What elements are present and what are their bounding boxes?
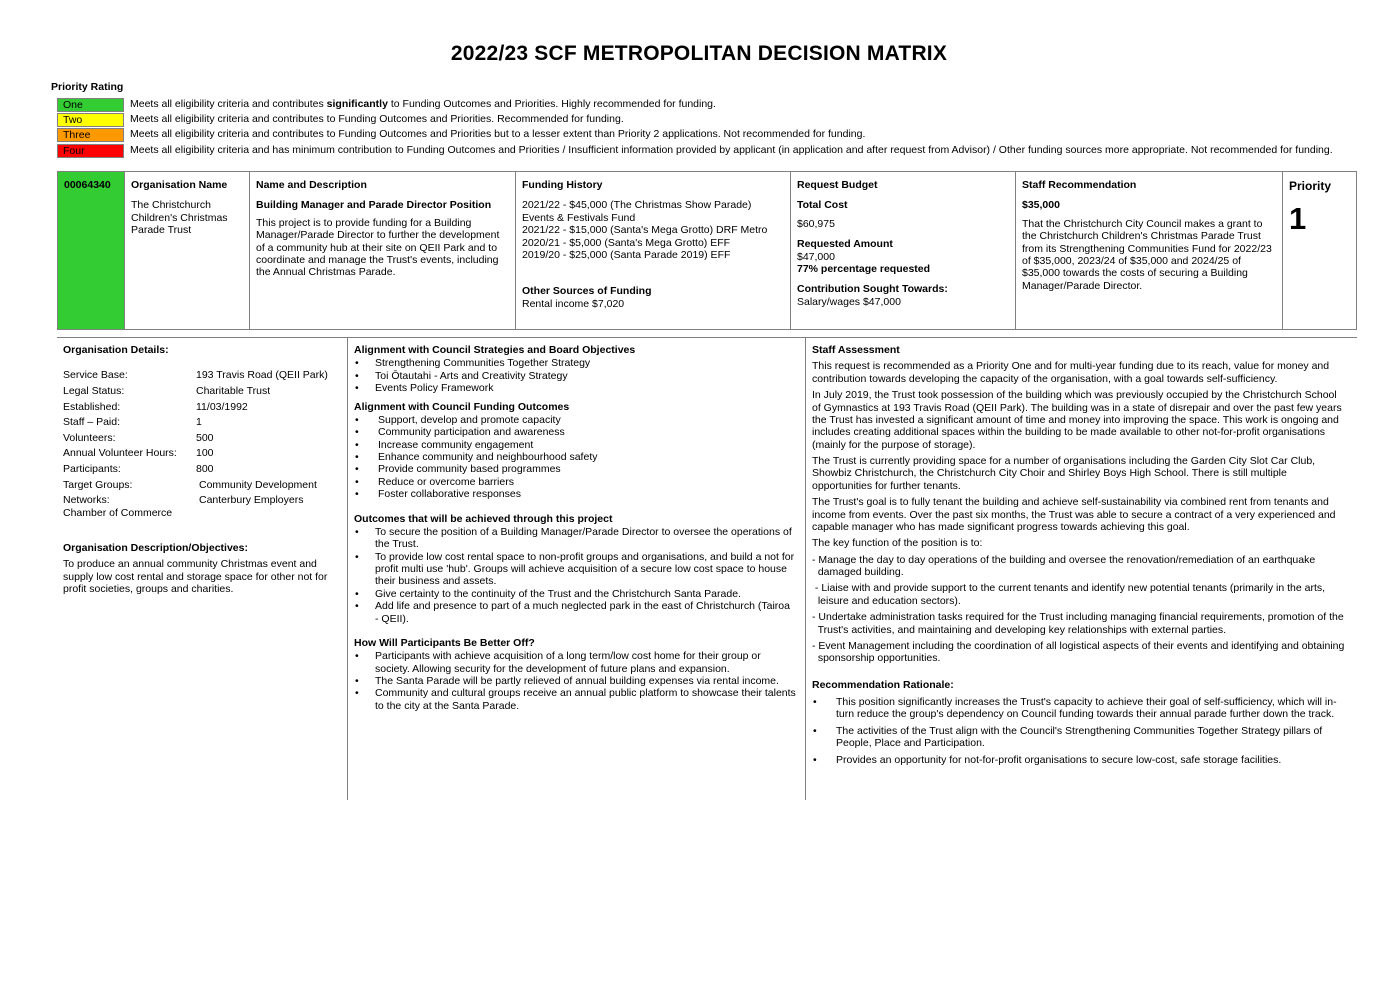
staff-assessment-title: Staff Assessment — [812, 344, 900, 356]
assessment-paragraph — [812, 611, 1357, 636]
assessment-line: - Event Management including the coordination of all logistical aspects of their events and identifying and obtaining — [812, 639, 1345, 652]
priority-chip: One — [57, 98, 124, 112]
priority-cell — [1283, 172, 1356, 329]
bullet-item — [812, 696, 1357, 721]
requested-amount-label: Requested Amount — [797, 238, 893, 251]
organisation-name-line: Parade Trust — [131, 224, 192, 237]
bullet-item: • Strengthening Communities Together Strategy — [354, 357, 802, 369]
recommendation-line: from its Strengthening Communities Fund for 2022/23 — [1022, 242, 1272, 255]
funding-history-line: 2021/22 - $15,000 (Santa's Mega Grotto) DRF Metro — [522, 224, 768, 237]
detail-row — [63, 369, 341, 385]
organisation-description-line: profit societies, groups and charities. — [63, 583, 234, 596]
organisation-name-line: The Christchurch — [131, 199, 211, 212]
better-off-title: How Will Participants Be Better Off? — [354, 636, 535, 649]
contribution-label: Contribution Sought Towards: — [797, 283, 948, 296]
total-cost-label: Total Cost — [797, 199, 848, 212]
bullet-line: the Trust. — [375, 538, 419, 551]
assessment-paragraph — [812, 496, 1357, 533]
bullet-item — [354, 588, 802, 600]
total-cost-value: $60,975 — [797, 217, 835, 230]
assessment-paragraph — [812, 537, 1357, 549]
bullet-line: • Community and cultural groups receive an annual public platform to showcase their talents — [375, 687, 796, 700]
detail-label: Networks: — [63, 494, 110, 507]
assessment-line: contribution towards developing the capacity of the organisation, with a goal towards self-sufficiency. — [812, 372, 1278, 385]
bullet-line: • To secure the position of a Building Manager/Parade Director to oversee the operations of — [375, 525, 792, 538]
detail-label: Service Base: — [63, 369, 128, 382]
assessment-line: This request is recommended as a Priority One and for multi-year funding due to its reach, value for money and — [812, 360, 1330, 373]
priority-description-emphasis: significantly — [326, 98, 388, 111]
priority-description-text: Meets all eligibility criteria and contributes to Funding Outcomes and Priorities but to a lesser extent than Priority 2 applications. Not recommended for funding. — [130, 128, 866, 141]
bullet-line: profit multi use 'hub'. Groups will achieve acquisition of a secure low cost space to house — [375, 563, 787, 575]
organisation-description-title: Organisation Description/Objectives: — [63, 542, 248, 555]
bullet-item — [354, 551, 802, 588]
assessment-line: damaged building. — [812, 566, 904, 578]
bullet-line: - QEII). — [375, 612, 409, 625]
assessment-line: (mainly for the purpose of storage). — [812, 438, 976, 451]
organisation-description-line: supply low cost rental and storage space for other not for — [63, 570, 328, 583]
networks-continued: Chamber of Commerce — [63, 506, 173, 519]
detail-label: Legal Status: — [63, 384, 125, 397]
assessment-line: opportunities for further tenants. — [812, 479, 961, 492]
bullet-item: • Toi Ōtautahi - Arts and Creativity Strategy — [354, 370, 802, 382]
detail-row — [63, 416, 341, 432]
assessment-line: of Gymnastics at 193 Travis Road (QEII Park). The building was in a state of disrepair and over the past few years — [812, 401, 1342, 414]
bullet-item — [812, 754, 1357, 766]
bullet-item: • Increase community engagement — [354, 439, 802, 451]
priority-rating-heading: Priority Rating — [51, 81, 124, 93]
assessment-paragraph — [812, 554, 1357, 579]
assessment-paragraph — [812, 455, 1357, 492]
request-budget-header: Request Budget — [797, 179, 878, 191]
recommendation-line: $35,000 towards the costs of securing a Building — [1022, 267, 1248, 280]
bullet-line: to the city at the Santa Parade. — [375, 699, 520, 712]
bullet-item — [354, 650, 802, 675]
recommendation-line: the Christchurch Children's Christmas Parade Trust — [1022, 230, 1261, 243]
assessment-line: - Undertake administration tasks required for the Trust including managing financial requirements, promotion of the — [812, 611, 1344, 624]
assessment-line: Showbiz Christchurch, the Christchurch City Choir and Shirley Boys High School. There is still multiple — [812, 467, 1287, 480]
strategies-title: Alignment with Council Strategies and Board Objectives — [354, 344, 636, 356]
assessment-line: leisure and education sectors). — [812, 594, 961, 607]
bullet-line: society. Allowing security for the development of future plans and expansion. — [375, 662, 730, 675]
name-description-cell — [250, 172, 516, 329]
priority-chip: Three — [57, 128, 124, 142]
detail-value: 500 — [196, 431, 214, 444]
detail-label: Annual Volunteer Hours: — [63, 447, 177, 460]
detail-label: Participants: — [63, 462, 121, 475]
detail-row — [63, 401, 341, 417]
decision-matrix-row — [57, 171, 1357, 330]
priority-rating-row — [57, 97, 716, 112]
bullet-item — [354, 600, 802, 625]
organisation-name-cell — [125, 172, 250, 329]
assessment-paragraph — [812, 582, 1357, 607]
detail-value: Community Development — [199, 478, 317, 491]
assessment-line: The Trust's goal is to fully tenant the building and achieve self-sustainability via combined rent from tenants and — [812, 496, 1329, 509]
priority-description — [130, 98, 716, 110]
priority-description — [130, 128, 865, 140]
assessment-line: sponsorship opportunities. — [812, 652, 941, 665]
funding-history-line: Events & Festivals Fund — [522, 211, 636, 224]
bullet-line: their business and assets. — [375, 575, 497, 588]
detail-value: 800 — [196, 462, 214, 475]
bullet-line: turn reduce the group's dependency on Council funding towards their annual parade further down the track. — [836, 708, 1335, 721]
recommended-amount: $35,000 — [1022, 199, 1060, 212]
application-id: 00064340 — [58, 172, 125, 329]
name-description-header: Name and Description — [256, 179, 367, 191]
organisation-name-line: Children's Christmas — [131, 211, 228, 224]
funding-history-cell — [516, 172, 791, 329]
requested-amount-value: $47,000 — [797, 250, 835, 263]
other-sources-title: Other Sources of Funding — [522, 285, 652, 298]
detail-label: Staff – Paid: — [63, 416, 121, 429]
assessment-line: In July 2019, the Trust took possession of the building which was previously occupied by the Christchurch School — [812, 389, 1337, 402]
priority-description-text: Meets all eligibility criteria and has minimum contribution to Funding Outcomes and Priorities / Insufficient information provided by applicant (in application and after request from Advisor) / Other funding sources more appropriate. Not recommended for funding. — [130, 144, 1333, 157]
organisation-details-column — [63, 344, 341, 596]
bullet-line: • This position significantly increases the Trust's capacity to achieve their goal of self-sufficiency, which will in- — [836, 696, 1337, 708]
achieved-outcomes-title: Outcomes that will be achieved through this project — [354, 512, 613, 525]
bullet-item: • Provide community based programmes — [354, 463, 802, 475]
recommendation-line: Manager/Parade Director. — [1022, 279, 1143, 292]
priority-chip: Four — [57, 144, 124, 158]
section-divider — [57, 337, 1357, 338]
bullet-line: • To provide low cost rental space to non-profit groups and organisations, and build a not for — [375, 550, 795, 563]
staff-assessment-column — [812, 344, 1357, 770]
bullet-line: • Participants with achieve acquisition of a long term/low cost home for their group or — [375, 650, 761, 663]
request-budget-cell — [791, 172, 1016, 329]
project-description-line: This project is to provide funding for a Building — [256, 216, 472, 229]
bullet-item — [354, 675, 802, 687]
priority-description — [130, 144, 1333, 156]
assessment-paragraph — [812, 389, 1357, 451]
detail-value: 1 — [196, 416, 202, 429]
assessment-line: The Trust is currently providing space for a number of organisations including the Garden City Slot Car Club, — [812, 455, 1316, 467]
page-title: 2022/23 SCF METROPOLITAN DECISION MATRIX — [450, 42, 948, 65]
assessment-line: The key function of the position is to: — [812, 537, 983, 550]
funding-history-line: 2019/20 - $25,000 (Santa Parade 2019) EFF — [522, 248, 731, 261]
project-description-line: Manager/Parade Director to further the development — [256, 229, 500, 242]
organisation-description-line: To produce an annual community Christmas event and — [63, 558, 317, 571]
organisation-details-title: Organisation Details: — [63, 344, 169, 356]
assessment-line: - Liaise with and provide support to the current tenants and identify new potential tenants (primarily in the arts, — [812, 582, 1326, 595]
project-description-line: the Annual Christmas Parade. — [256, 266, 396, 279]
detail-label: Target Groups: — [63, 478, 133, 491]
recommendation-line: That the Christchurch City Council makes a grant to — [1022, 217, 1263, 230]
priority-rating-row — [57, 127, 865, 142]
recommendation-rationale-title: Recommendation Rationale: — [812, 678, 954, 691]
bullet-item: • Events Policy Framework — [354, 382, 802, 394]
bullet-item: • Support, develop and promote capacity — [354, 414, 802, 426]
priority-header: Priority — [1289, 179, 1332, 193]
priority-description — [130, 113, 624, 125]
funding-history-line: 2021/22 - $45,000 (The Christmas Show Parade) — [522, 199, 752, 212]
bullet-line: • Give certainty to the continuity of the Trust and the Christchurch Santa Parade. — [375, 587, 741, 600]
bullet-item: • Foster collaborative responses — [354, 488, 802, 500]
detail-row — [63, 447, 341, 463]
detail-row — [63, 463, 341, 479]
bullet-item — [812, 725, 1357, 750]
staff-recommendation-cell — [1016, 172, 1283, 329]
bullet-line: • The Santa Parade will be partly relieved of annual building expenses via rental income. — [375, 675, 779, 687]
detail-row — [63, 385, 341, 401]
project-description-line: coordinate and manage the Trust's events, including — [256, 253, 499, 266]
priority-value: 1 — [1289, 201, 1307, 237]
assessment-line: Trust's activities, and maintaining and developing key relationships with external parties. — [812, 623, 1227, 636]
assessment-paragraph — [812, 640, 1357, 665]
staff-recommendation-header: Staff Recommendation — [1022, 179, 1137, 191]
percentage-requested: 77% percentage requested — [797, 262, 931, 275]
priority-description-text: to Funding Outcomes and Priorities. Highly recommended for funding. — [387, 98, 716, 111]
bullet-item — [354, 687, 802, 712]
detail-value: 11/03/1992 — [196, 400, 248, 413]
assessment-line: includes creating additional spaces within the building to be made available to other not-for-profit organisations — [812, 426, 1326, 439]
funding-outcomes-title: Alignment with Council Funding Outcomes — [354, 400, 570, 413]
project-title: Building Manager and Parade Director Position — [256, 199, 492, 212]
assessment-line: - Manage the day to day operations of the building and oversee the renovation/remediation of an earthquake — [812, 553, 1316, 566]
bullet-item: • Community participation and awareness — [354, 426, 802, 438]
priority-rating-row — [57, 143, 1333, 158]
project-description-line: of a community hub at their site on QEII Park and to — [256, 241, 498, 254]
other-sources-value: Rental income $7,020 — [522, 297, 625, 310]
organisation-details-list — [63, 369, 341, 509]
contribution-value: Salary/wages $47,000 — [797, 295, 901, 308]
bullet-line: • Add life and presence to part of a much neglected park in the east of Christchurch (Tairoa — [375, 600, 790, 613]
bullet-line: People, Place and Participation. — [836, 737, 985, 750]
detail-label: Established: — [63, 400, 121, 413]
bullet-item: • Reduce or overcome barriers — [354, 476, 802, 488]
assessment-line: income from events. Over the past six months, the Trust was able to secure a contract of a very experienced and — [812, 508, 1336, 521]
bullet-line: • The activities of the Trust align with the Council's Strengthening Communities Together Strategy pillars of — [836, 724, 1323, 737]
assessment-line: the Trust has invested a significant amount of time and money into improving the space. This work is ongoing and — [812, 413, 1339, 426]
funding-history-line: 2020/21 - $5,000 (Santa's Mega Grotto) EFF — [522, 236, 731, 249]
priority-description-text: Meets all eligibility criteria and contributes — [130, 98, 327, 111]
column-divider — [805, 338, 806, 800]
detail-value: 100 — [196, 447, 214, 460]
detail-row — [63, 432, 341, 448]
column-divider — [347, 338, 348, 800]
alignment-column — [354, 344, 802, 712]
priority-rating-row — [57, 112, 624, 127]
detail-value: 193 Travis Road (QEII Park) — [196, 369, 328, 382]
bullet-item — [354, 526, 802, 551]
detail-label: Volunteers: — [63, 431, 116, 444]
assessment-line: capable manager who has made significant progress towards achieving this goal. — [812, 520, 1190, 533]
organisation-name-header: Organisation Name — [131, 179, 228, 191]
priority-chip: Two — [57, 113, 124, 127]
bullet-line: • Provides an opportunity for not-for-profit organisations to secure low-cost, safe storage facilities. — [836, 753, 1282, 766]
priority-description-text: Meets all eligibility criteria and contributes to Funding Outcomes and Priorities. Recommended for funding. — [130, 113, 624, 126]
assessment-paragraph — [812, 360, 1357, 385]
detail-value: Canterbury Employers — [199, 494, 304, 507]
detail-row — [63, 479, 341, 495]
funding-history-header: Funding History — [522, 179, 603, 191]
detail-value: Charitable Trust — [196, 384, 271, 397]
recommendation-line: of $35,000, 2023/24 of $35,000 and 2024/25 of — [1022, 254, 1241, 267]
bullet-item: • Enhance community and neighbourhood safety — [354, 451, 802, 463]
